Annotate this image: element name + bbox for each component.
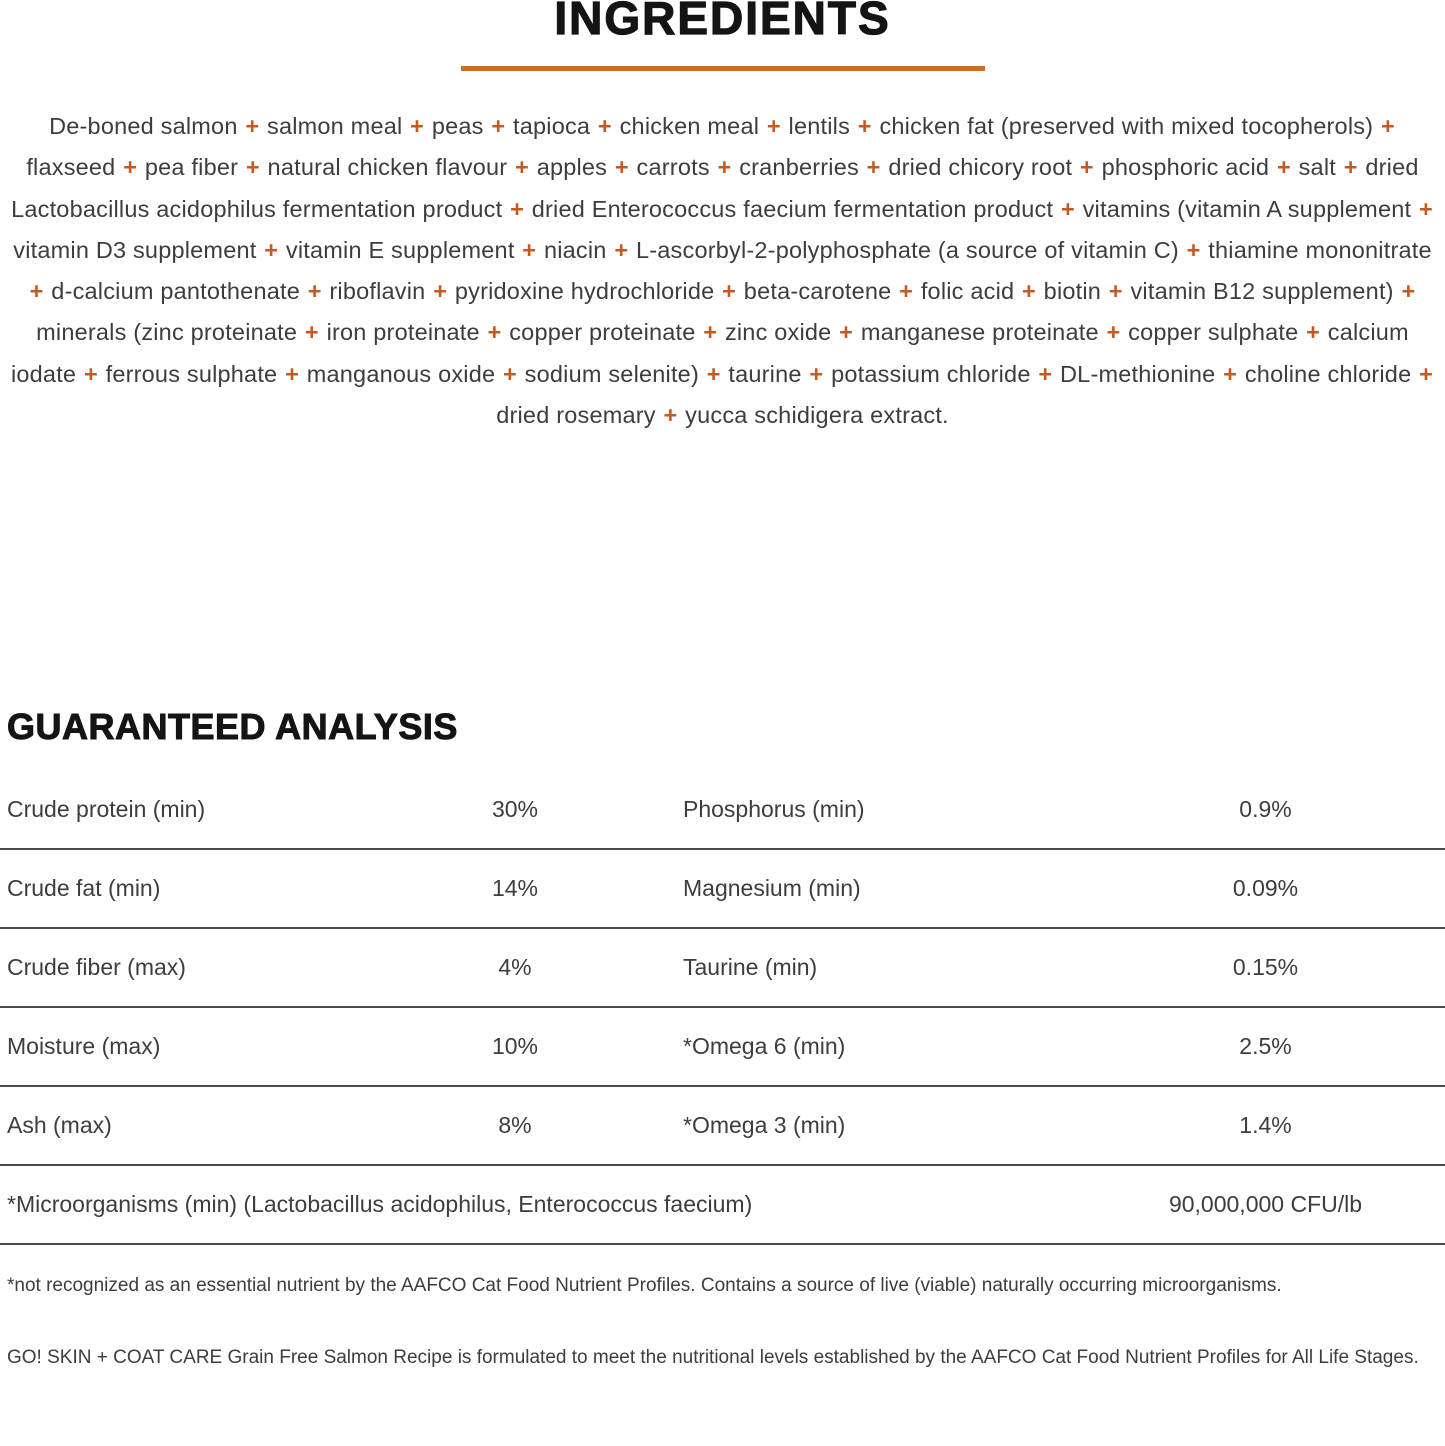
plus-separator-icon: + bbox=[1418, 195, 1433, 222]
plus-separator-icon: + bbox=[304, 319, 319, 346]
plus-separator-icon: + bbox=[899, 278, 914, 305]
analysis-row bbox=[0, 771, 1445, 850]
footnote-aafco-statement: GO! SKIN + COAT CARE Grain Free Salmon Recipe is formulated to meet the nutritional levels established by the AAFCO Cat Food Nutrient Profiles for All Life Stages. bbox=[7, 1347, 1419, 1369]
analysis-row bbox=[0, 1008, 1445, 1087]
plus-separator-icon: + bbox=[614, 154, 629, 181]
plus-separator-icon: + bbox=[285, 360, 299, 387]
microorganisms-label: *Microorganisms (min) (Lactobacillus acidophilus, Enterococcus faecium) bbox=[7, 1191, 753, 1218]
plus-separator-icon: + bbox=[809, 360, 824, 387]
ingredients-paragraph bbox=[6, 106, 1440, 436]
ingredient-item: chicken meal bbox=[619, 113, 760, 139]
plus-separator-icon: + bbox=[1079, 154, 1094, 181]
nutrient-label: Phosphorus (min) bbox=[683, 796, 865, 823]
plus-separator-icon: + bbox=[264, 236, 279, 263]
plus-separator-icon: + bbox=[515, 154, 529, 181]
nutrient-value: 4% bbox=[498, 954, 532, 981]
nutrient-label: Moisture (max) bbox=[7, 1033, 161, 1060]
ingredient-item: vitamin D3 supplement bbox=[13, 236, 257, 263]
plus-separator-icon: + bbox=[614, 236, 629, 263]
ingredient-item: chicken fat (preserved with mixed tocopherols) bbox=[879, 113, 1374, 139]
ingredient-item: zinc oxide bbox=[724, 319, 832, 346]
ingredient-item: yucca schidigera extract. bbox=[685, 402, 949, 429]
title-underline bbox=[461, 66, 985, 71]
plus-separator-icon: + bbox=[1223, 360, 1238, 387]
ingredient-item: copper sulphate bbox=[1128, 319, 1299, 346]
ingredient-item: carrots bbox=[636, 154, 710, 181]
plus-separator-icon: + bbox=[245, 113, 260, 139]
analysis-row bbox=[0, 850, 1445, 929]
ingredient-item: beta-carotene bbox=[743, 278, 892, 305]
ingredient-item: dried Lactobacillus acidophilus fermentation product bbox=[11, 154, 1419, 222]
plus-separator-icon: + bbox=[1060, 195, 1075, 222]
plus-separator-icon: + bbox=[839, 319, 854, 346]
plus-separator-icon: + bbox=[410, 113, 425, 139]
ingredient-item: natural chicken flavour bbox=[267, 154, 508, 181]
ingredient-item: calcium iodate bbox=[10, 319, 1409, 387]
ingredient-item: thiamine mononitrate bbox=[1208, 236, 1432, 263]
ingredient-item: salt bbox=[1298, 154, 1336, 181]
plus-separator-icon: + bbox=[597, 113, 612, 139]
ingredient-item: vitamins (vitamin A supplement bbox=[1082, 195, 1412, 222]
footnote-essential-nutrient: *not recognized as an essential nutrient by the AAFCO Cat Food Nutrient Profiles. Contains a source of live (viable) naturally occurring microorganisms. bbox=[7, 1275, 1282, 1297]
ingredient-item: manganese proteinate bbox=[860, 319, 1099, 346]
plus-separator-icon: + bbox=[663, 402, 678, 429]
nutrient-label: Crude protein (min) bbox=[7, 796, 206, 823]
ingredient-item: manganous oxide bbox=[306, 360, 496, 387]
ingredient-item: minerals (zinc proteinate bbox=[36, 319, 298, 346]
plus-separator-icon: + bbox=[433, 278, 448, 305]
plus-separator-icon: + bbox=[1276, 154, 1291, 181]
ingredient-item: tapioca bbox=[513, 113, 591, 139]
microorganisms-row bbox=[0, 1166, 1445, 1245]
nutrient-value: 1.4% bbox=[1239, 1112, 1292, 1139]
nutrient-label: Crude fiber (max) bbox=[7, 954, 186, 981]
plus-separator-icon: + bbox=[703, 319, 718, 346]
ingredient-item: vitamin B12 supplement) bbox=[1130, 278, 1394, 305]
plus-separator-icon: + bbox=[1108, 278, 1123, 305]
ingredient-item: folic acid bbox=[920, 278, 1015, 305]
plus-separator-icon: + bbox=[1380, 113, 1395, 139]
page-title: INGREDIENTS bbox=[554, 0, 891, 44]
plus-separator-icon: + bbox=[722, 278, 737, 305]
ingredient-item: peas bbox=[431, 113, 484, 139]
nutrient-value: 0.15% bbox=[1232, 954, 1299, 981]
ingredient-item: dried rosemary bbox=[496, 402, 656, 429]
plus-separator-icon: + bbox=[510, 195, 525, 222]
plus-separator-icon: + bbox=[487, 319, 502, 346]
ingredient-item: ferrous sulphate bbox=[105, 360, 278, 387]
plus-separator-icon: + bbox=[1022, 278, 1036, 305]
nutrient-label: Crude fat (min) bbox=[7, 875, 161, 902]
ingredient-item: d-calcium pantothenate bbox=[51, 278, 300, 305]
ingredient-item: potassium chloride bbox=[831, 360, 1031, 387]
nutrient-label: Magnesium (min) bbox=[683, 875, 861, 902]
plus-separator-icon: + bbox=[766, 113, 781, 139]
ingredient-item: De-boned salmon bbox=[49, 113, 238, 139]
nutrient-value: 8% bbox=[498, 1112, 532, 1139]
plus-separator-icon: + bbox=[1106, 319, 1121, 346]
ingredient-item: niacin bbox=[543, 236, 607, 263]
plus-separator-icon: + bbox=[1306, 319, 1321, 346]
plus-separator-icon: + bbox=[83, 360, 98, 387]
nutrient-label: Taurine (min) bbox=[683, 954, 818, 981]
plus-separator-icon: + bbox=[307, 278, 322, 305]
plus-separator-icon: + bbox=[245, 154, 260, 181]
plus-separator-icon: + bbox=[503, 360, 517, 387]
ingredient-item: pea fiber bbox=[144, 154, 239, 181]
ingredient-item: cranberries bbox=[739, 154, 859, 181]
plus-separator-icon: + bbox=[717, 154, 732, 181]
plus-separator-icon: + bbox=[1038, 360, 1053, 387]
ingredient-item: apples bbox=[536, 154, 608, 181]
nutrient-label: *Omega 3 (min) bbox=[683, 1112, 846, 1139]
nutrient-value: 14% bbox=[491, 875, 539, 902]
plus-separator-icon: + bbox=[706, 360, 721, 387]
ingredient-item: taurine bbox=[728, 360, 802, 387]
plus-separator-icon: + bbox=[866, 154, 881, 181]
plus-separator-icon: + bbox=[1401, 278, 1416, 305]
nutrient-label: *Omega 6 (min) bbox=[683, 1033, 846, 1060]
ingredient-item: lentils bbox=[788, 113, 851, 139]
nutrient-value: 30% bbox=[491, 796, 539, 823]
plus-separator-icon: + bbox=[491, 113, 506, 139]
ingredient-item: sodium selenite) bbox=[524, 360, 699, 387]
ingredient-item: choline chloride bbox=[1244, 360, 1412, 387]
ingredient-item: dried chicory root bbox=[888, 154, 1073, 181]
ingredient-item: pyridoxine hydrochloride bbox=[454, 278, 715, 305]
nutrient-value: 0.09% bbox=[1232, 875, 1299, 902]
plus-separator-icon: + bbox=[857, 113, 872, 139]
nutrient-label: Ash (max) bbox=[7, 1112, 112, 1139]
plus-separator-icon: + bbox=[522, 236, 537, 263]
ingredient-item: biotin bbox=[1043, 278, 1102, 305]
plus-separator-icon: + bbox=[1419, 360, 1434, 387]
plus-separator-icon: + bbox=[123, 154, 138, 181]
ingredient-item: phosphoric acid bbox=[1101, 154, 1270, 181]
ingredient-item: riboflavin bbox=[329, 278, 426, 305]
analysis-row bbox=[0, 929, 1445, 1008]
ingredient-item: L-ascorbyl-2-polyphosphate (a source of vitamin C) bbox=[635, 236, 1179, 263]
analysis-table bbox=[0, 771, 1445, 1166]
analysis-section-title: GUARANTEED ANALYSIS bbox=[7, 706, 458, 748]
nutrient-value: 10% bbox=[491, 1033, 539, 1060]
ingredient-item: iron proteinate bbox=[326, 319, 480, 346]
analysis-row bbox=[0, 1087, 1445, 1166]
plus-separator-icon: + bbox=[29, 278, 44, 305]
ingredient-item: copper proteinate bbox=[509, 319, 696, 346]
ingredient-item: dried Enterococcus faecium fermentation product bbox=[531, 195, 1054, 222]
nutrient-value: 0.9% bbox=[1239, 796, 1292, 823]
ingredient-item: vitamin E supplement bbox=[285, 236, 515, 263]
ingredient-item: salmon meal bbox=[267, 113, 403, 139]
microorganisms-value: 90,000,000 CFU/lb bbox=[1168, 1191, 1363, 1218]
ingredient-item: DL-methionine bbox=[1060, 360, 1216, 387]
plus-separator-icon: + bbox=[1186, 236, 1201, 263]
ingredient-item: flaxseed bbox=[26, 154, 116, 181]
nutrient-value: 2.5% bbox=[1239, 1033, 1292, 1060]
plus-separator-icon: + bbox=[1343, 154, 1358, 181]
